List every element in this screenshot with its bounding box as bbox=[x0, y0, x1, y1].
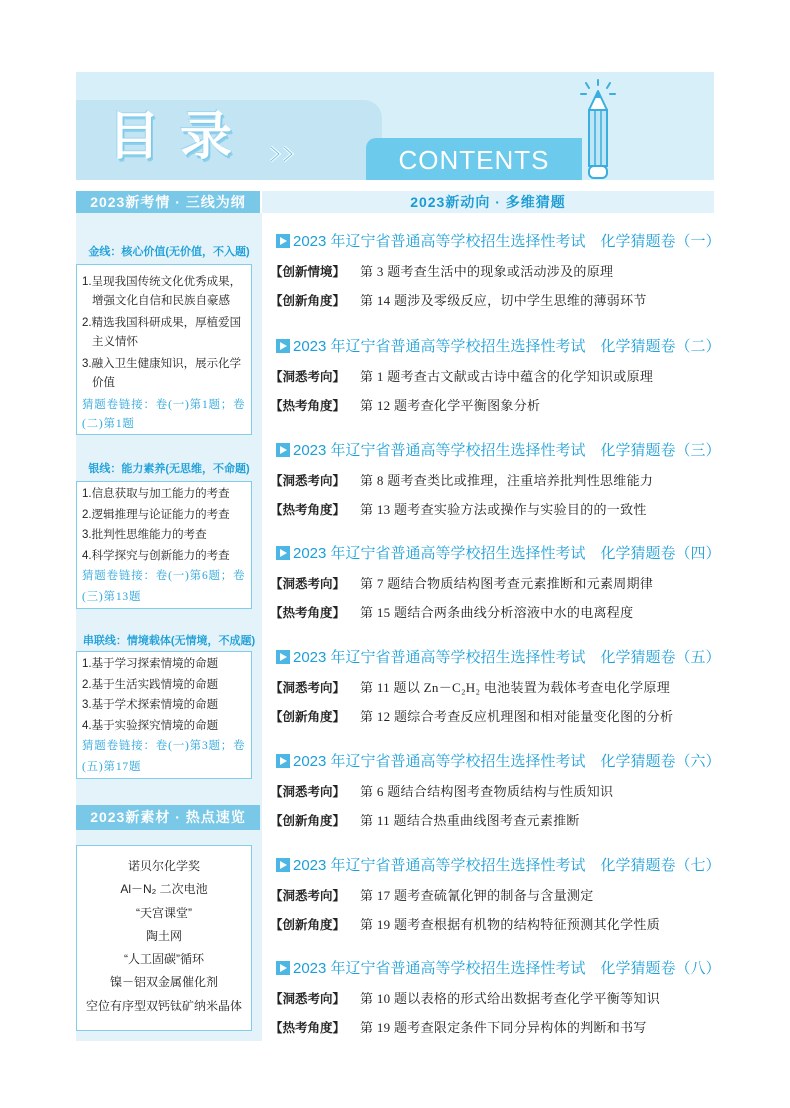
materials-box bbox=[76, 845, 252, 1031]
section-heading-silver-line: 银线：能力素养(无思维，不命题) bbox=[88, 463, 250, 475]
row-description: 第 12 题综合考查反应机理图和相对能量变化图的分析 bbox=[360, 709, 674, 724]
section-heading-golden-line: 金线：核心价值(无价值，不入题) bbox=[88, 246, 250, 258]
row-tag: 【洞悉考向】 bbox=[270, 785, 346, 799]
material-item: 镍－铝双金属催化剂 bbox=[109, 975, 218, 990]
item-line: 2.逻辑推理与论证能力的考查 bbox=[82, 508, 230, 521]
right-banner: 2023新动向 · 多维猜题 bbox=[262, 191, 714, 213]
row-description: 第 11 题结合热重曲线图考查元素推断 bbox=[360, 813, 580, 828]
paper-title bbox=[276, 752, 721, 772]
paper-row bbox=[270, 367, 714, 387]
page-header bbox=[76, 72, 714, 180]
material-item: Al－N₂ 二次电池 bbox=[120, 882, 208, 897]
paper-title bbox=[276, 337, 721, 357]
list-item bbox=[82, 546, 251, 567]
list-item bbox=[82, 355, 251, 393]
paper-title-text: 2023 年辽宁省普通高等学校招生选择性考试 化学猜题卷（一） bbox=[293, 233, 721, 250]
paper-title bbox=[276, 544, 721, 564]
connecting-line-box bbox=[76, 651, 252, 779]
paper-row bbox=[270, 989, 714, 1009]
row-description: 第 19 题考查限定条件下同分异构体的判断和书写 bbox=[360, 1020, 647, 1035]
row-tag: 【洞悉考向】 bbox=[270, 681, 346, 695]
paper-row bbox=[270, 262, 714, 282]
item-line: 1.信息获取与加工能力的考查 bbox=[82, 488, 230, 500]
paper-title-text: 2023 年辽宁省普通高等学校招生选择性考试 化学猜题卷（二） bbox=[293, 338, 721, 355]
paper-row bbox=[270, 574, 714, 594]
paper-entry-2 bbox=[270, 337, 721, 437]
row-tag: 【洞悉考向】 bbox=[270, 992, 346, 1006]
link-line: 猜题卷链接：卷(一)第1题；卷 bbox=[82, 399, 246, 411]
paper-entry-1 bbox=[270, 232, 721, 332]
row-description: 第 10 题以表格的形式给出数据考查化学平衡等知识 bbox=[360, 991, 660, 1006]
row-tag: 【洞悉考向】 bbox=[270, 474, 346, 488]
row-description: 第 6 题结合结构图考查物质结构与性质知识 bbox=[360, 784, 614, 799]
paper-link bbox=[82, 396, 251, 434]
material-item: “人工固碳”循环 bbox=[124, 952, 204, 967]
paper-row bbox=[270, 811, 714, 831]
play-marker-icon bbox=[276, 339, 290, 353]
row-tag: 【洞悉考向】 bbox=[270, 889, 346, 903]
paper-title bbox=[276, 232, 721, 252]
row-tag: 【创新角度】 bbox=[270, 710, 346, 724]
play-marker-icon bbox=[276, 650, 290, 664]
paper-entry-3 bbox=[270, 441, 721, 541]
item-line: 价值 bbox=[92, 377, 115, 389]
paper-title-text: 2023 年辽宁省普通高等学校招生选择性考试 化学猜题卷（六） bbox=[293, 753, 721, 770]
paper-link bbox=[82, 736, 251, 777]
row-tag: 【洞悉考向】 bbox=[270, 370, 346, 384]
link-line: (二)第1题 bbox=[82, 418, 135, 430]
row-description: 第 11 题以 Zn－C₂H₂ 电池装置为载体考查电化学原理 bbox=[360, 680, 671, 695]
pencil-icon bbox=[578, 78, 618, 180]
paper-row bbox=[270, 1018, 714, 1038]
row-description: 第 15 题结合两条曲线分析溶液中水的电离程度 bbox=[360, 605, 634, 620]
list-item bbox=[82, 484, 251, 505]
play-marker-icon bbox=[276, 234, 290, 248]
row-tag: 【创新情境】 bbox=[270, 265, 346, 279]
list-item bbox=[82, 675, 251, 696]
paper-title-text: 2023 年辽宁省普通高等学校招生选择性考试 化学猜题卷（五） bbox=[293, 649, 721, 666]
paper-title-text: 2023 年辽宁省普通高等学校招生选择性考试 化学猜题卷（七） bbox=[293, 857, 721, 874]
list-item bbox=[82, 716, 251, 737]
silver-line-box bbox=[76, 481, 252, 609]
row-description: 第 12 题考查化学平衡图象分析 bbox=[360, 398, 541, 413]
materials-banner: 2023新素材 · 热点速览 bbox=[76, 805, 260, 830]
material-item: 空位有序型双钙钛矿纳米晶体 bbox=[85, 998, 242, 1013]
item-line: 4.科学探究与创新能力的考查 bbox=[82, 549, 230, 562]
contents-label: CONTENTS bbox=[366, 138, 582, 180]
material-item: 诺贝尔化学奖 bbox=[127, 859, 200, 873]
row-tag: 【创新角度】 bbox=[270, 918, 346, 932]
paper-title bbox=[276, 856, 721, 876]
paper-entry-4 bbox=[270, 544, 721, 644]
play-marker-icon bbox=[276, 961, 290, 975]
play-marker-icon bbox=[276, 754, 290, 768]
row-tag: 【热考角度】 bbox=[270, 606, 346, 620]
row-description: 第 8 题考查类比或推理，注重培养批判性思维能力 bbox=[360, 473, 654, 488]
paper-entry-6 bbox=[270, 752, 721, 852]
item-line: 3.批判性思维能力的考查 bbox=[82, 529, 207, 542]
link-line: 猜题卷链接：卷(一)第3题；卷 bbox=[82, 740, 246, 753]
link-line: 猜题卷链接：卷(一)第6题；卷 bbox=[82, 570, 246, 583]
paper-row bbox=[270, 471, 714, 491]
paper-row bbox=[270, 396, 714, 416]
paper-row bbox=[270, 291, 714, 311]
paper-row bbox=[270, 886, 714, 906]
row-description: 第 13 题考查实验方法或操作与实验目的的一致性 bbox=[360, 502, 647, 517]
link-line: (五)第17题 bbox=[82, 760, 142, 773]
row-tag: 【创新角度】 bbox=[270, 294, 346, 308]
row-description: 第 7 题结合物质结构图考查元素推断和元素周期律 bbox=[360, 576, 654, 591]
paper-title bbox=[276, 648, 721, 668]
paper-link bbox=[82, 566, 251, 607]
list-item bbox=[82, 273, 251, 311]
paper-row bbox=[270, 915, 714, 935]
item-line: 2.精选我国科研成果，厚植爱国 bbox=[82, 317, 242, 329]
item-line: 3.融入卫生健康知识，展示化学 bbox=[82, 358, 242, 370]
golden-line-box bbox=[76, 264, 252, 435]
row-tag: 【热考角度】 bbox=[270, 503, 346, 517]
item-line: 增强文化自信和民族自豪感 bbox=[92, 295, 230, 307]
row-description: 第 17 题考查硫氰化钾的制备与含量测定 bbox=[360, 888, 594, 903]
paper-row bbox=[270, 782, 714, 802]
play-marker-icon bbox=[276, 546, 290, 560]
chevrons-right-icon bbox=[268, 145, 300, 163]
paper-row bbox=[270, 603, 714, 623]
item-line: 1.呈现我国传统文化优秀成果， bbox=[82, 276, 242, 288]
row-description: 第 14 题涉及零级反应，切中学生思维的薄弱环节 bbox=[360, 293, 647, 308]
row-tag: 【热考角度】 bbox=[270, 1021, 346, 1035]
row-tag: 【热考角度】 bbox=[270, 399, 346, 413]
paper-row bbox=[270, 678, 714, 698]
paper-entry-7 bbox=[270, 856, 721, 956]
paper-title-text: 2023 年辽宁省普通高等学校招生选择性考试 化学猜题卷（八） bbox=[293, 960, 721, 977]
link-line: (三)第13题 bbox=[82, 590, 142, 603]
row-description: 第 19 题考查根据有机物的结构特征预测其化学性质 bbox=[360, 917, 660, 932]
item-line: 主义情怀 bbox=[92, 336, 138, 348]
paper-row bbox=[270, 707, 714, 727]
row-tag: 【洞悉考向】 bbox=[270, 577, 346, 591]
play-marker-icon bbox=[276, 443, 290, 457]
paper-row bbox=[270, 500, 714, 520]
item-line: 4.基于实验探究情境的命题 bbox=[82, 719, 219, 732]
left-banner: 2023新考情 · 三线为纲 bbox=[76, 191, 260, 213]
item-line: 1.基于学习探索情境的命题 bbox=[82, 658, 219, 670]
paper-title-text: 2023 年辽宁省普通高等学校招生选择性考试 化学猜题卷（四） bbox=[293, 545, 721, 562]
paper-entry-8 bbox=[270, 959, 721, 1059]
page-title: 目录 bbox=[108, 108, 253, 166]
paper-title bbox=[276, 959, 721, 979]
list-item bbox=[82, 525, 251, 546]
play-marker-icon bbox=[276, 858, 290, 872]
row-description: 第 1 题考查古文献或古诗中蕴含的化学知识或原理 bbox=[360, 369, 654, 384]
list-item bbox=[82, 314, 251, 352]
item-line: 3.基于学术探索情境的命题 bbox=[82, 699, 219, 712]
paper-title bbox=[276, 441, 721, 461]
material-item: “天宫课堂” bbox=[136, 905, 192, 920]
list-item bbox=[82, 695, 251, 716]
list-item bbox=[82, 654, 251, 675]
material-item: 陶土网 bbox=[145, 928, 182, 943]
paper-entry-5 bbox=[270, 648, 721, 748]
row-tag: 【创新角度】 bbox=[270, 814, 346, 828]
list-item bbox=[82, 505, 251, 526]
row-description: 第 3 题考查生活中的现象或活动涉及的原理 bbox=[360, 264, 614, 279]
section-heading-connecting-line: 串联线：情境载体(无情境，不成题) bbox=[82, 635, 256, 647]
item-line: 2.基于生活实践情境的命题 bbox=[82, 678, 219, 691]
paper-title-text: 2023 年辽宁省普通高等学校招生选择性考试 化学猜题卷（三） bbox=[293, 442, 721, 459]
